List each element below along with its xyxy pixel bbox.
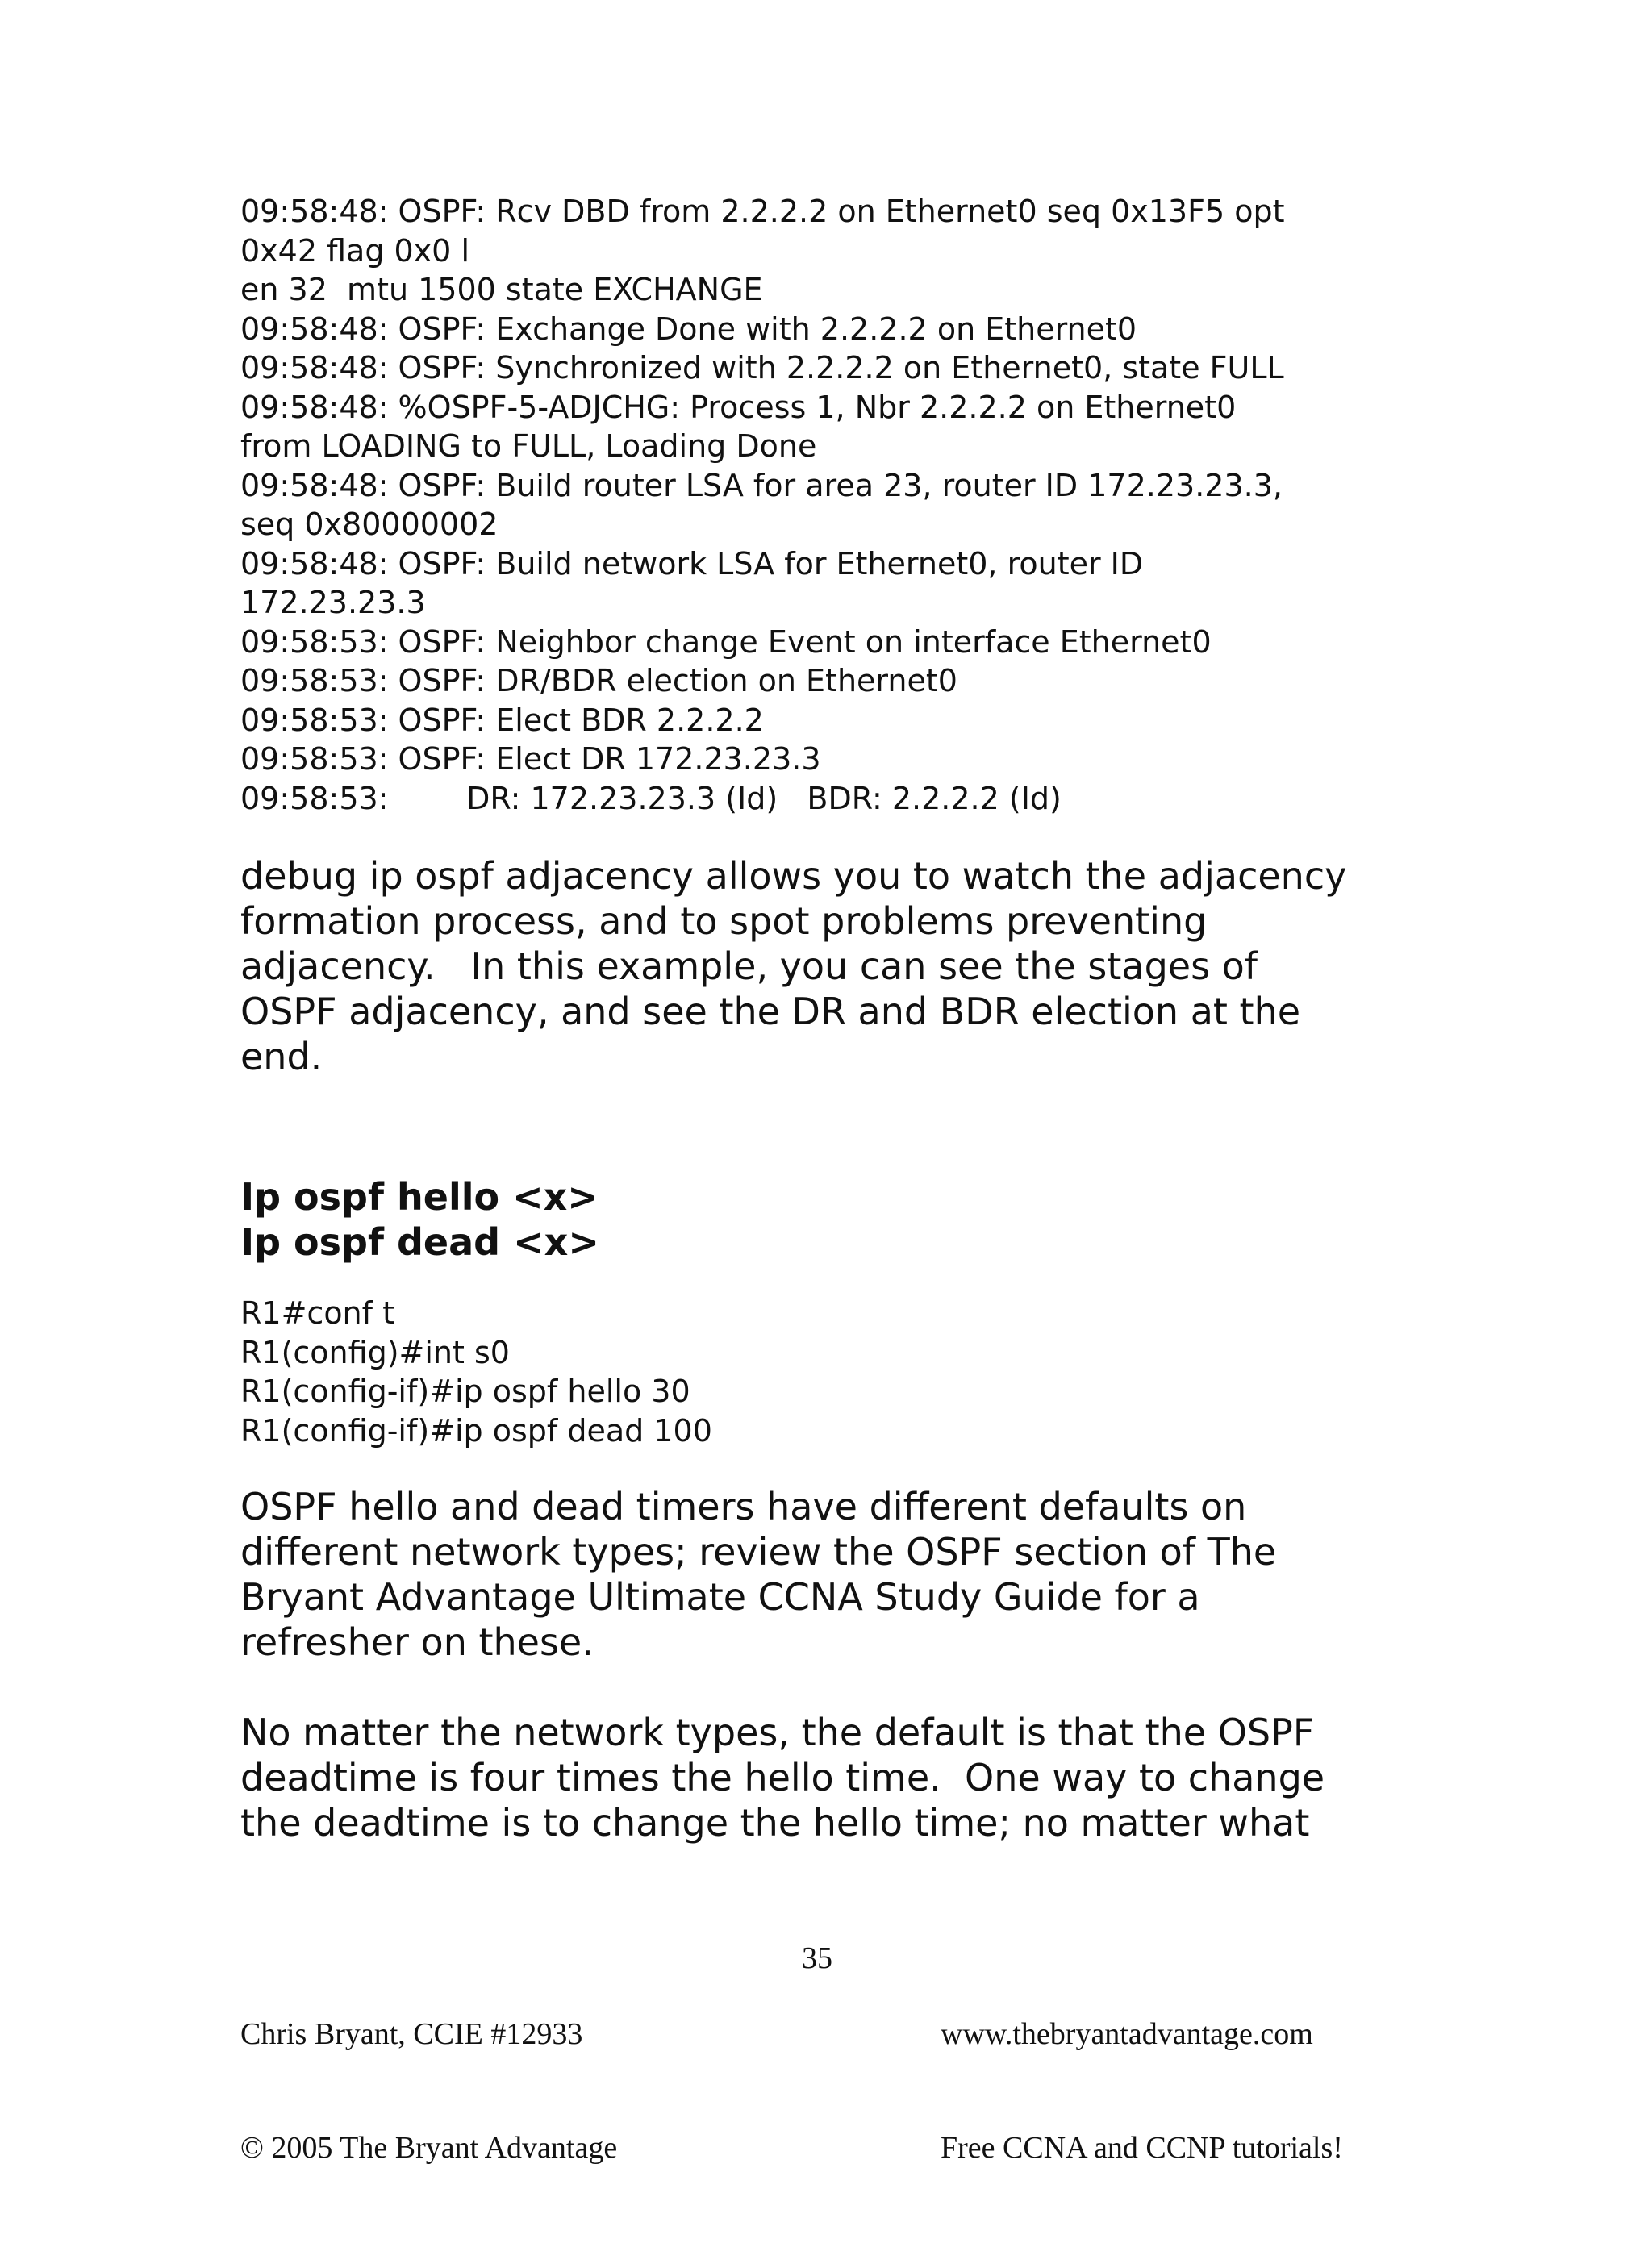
spacer xyxy=(240,818,1418,853)
log-line: 0x42 flag 0x0 l xyxy=(240,232,469,269)
paragraph-line: debug ip ospf adjacency allows you to watch the adjacency xyxy=(240,854,1347,898)
paragraph-line: OSPF adjacency, and see the DR and BDR election at the xyxy=(240,990,1301,1033)
heading-hello: Ip ospf hello <x> xyxy=(240,1175,599,1219)
log-line: 09:58:53: OSPF: Elect DR 172.23.23.3 xyxy=(240,741,821,777)
paragraph-timers-defaults xyxy=(240,1484,1418,1665)
log-line: en 32 mtu 1500 state EXCHANGE xyxy=(240,272,763,307)
footer-tagline: Free CCNA and CCNP tutorials! xyxy=(941,2131,1343,2165)
paragraph-line: deadtime is four times the hello time. One way to change xyxy=(240,1756,1325,1799)
log-line: 09:58:53: OSPF: Neighbor change Event on interface Ethernet0 xyxy=(240,623,1212,660)
paragraph-line: No matter the network types, the default is that the OSPF xyxy=(240,1711,1315,1754)
log-line: 09:58:48: OSPF: Exchange Done with 2.2.2.2 on Ethernet0 xyxy=(240,311,1137,347)
section-heading xyxy=(240,1174,1418,1265)
cli-line: R1(config-if)#ip ospf dead 100 xyxy=(240,1412,712,1449)
footer-copyright: © 2005 The Bryant Advantage xyxy=(240,2131,618,2165)
log-line: 172.23.23.3 xyxy=(240,585,426,620)
log-line: 09:58:48: OSPF: Synchronized with 2.2.2.2 on Ethernet0, state FULL xyxy=(240,350,1284,386)
cli-config-block xyxy=(240,1294,1418,1450)
spacer xyxy=(240,1450,1418,1484)
paragraph-line: OSPF hello and dead timers have different defaults on xyxy=(240,1485,1247,1528)
log-line: 09:58:48: OSPF: Build router LSA for area 23, router ID 172.23.23.3, xyxy=(240,467,1283,503)
cli-line: R1(config)#int s0 xyxy=(240,1334,510,1370)
log-line: 09:58:53: DR: 172.23.23.3 (Id) BDR: 2.2.2.2 (Id) xyxy=(240,780,1062,816)
paragraph-debug-adjacency xyxy=(240,853,1418,1079)
debug-log-output xyxy=(240,192,1418,818)
footer-author: Chris Bryant, CCIE #12933 xyxy=(240,2017,583,2051)
log-line: 09:58:48: OSPF: Build network LSA for Ethernet0, router ID xyxy=(240,545,1144,582)
page-content xyxy=(240,192,1418,1845)
page-footer xyxy=(240,1940,1418,2165)
cli-line: R1(config-if)#ip ospf hello 30 xyxy=(240,1374,690,1409)
log-line: 09:58:48: %OSPF-5-ADJCHG: Process 1, Nbr 2.2.2.2 on Ethernet0 xyxy=(240,389,1237,425)
paragraph-line: different network types; review the OSPF section of The xyxy=(240,1530,1277,1574)
paragraph-line: Bryant Advantage Ultimate CCNA Study Guide for a xyxy=(240,1575,1200,1619)
heading-dead: Ip ospf dead <x> xyxy=(240,1220,599,1264)
log-line: 09:58:53: OSPF: DR/BDR election on Ethernet0 xyxy=(240,663,957,698)
paragraph-deadtime xyxy=(240,1710,1418,1845)
footer-left xyxy=(240,1940,617,2243)
log-line: from LOADING to FULL, Loading Done xyxy=(240,428,817,464)
footer-right xyxy=(941,1940,1343,2243)
paragraph-line: formation process, and to spot problems preventing xyxy=(240,899,1208,943)
spacer xyxy=(240,1665,1418,1710)
cli-line: R1#conf t xyxy=(240,1295,395,1331)
paragraph-line: the deadtime is to change the hello time; no matter what xyxy=(240,1801,1310,1845)
page-number: 35 xyxy=(802,1941,832,1975)
paragraph-line: adjacency. In this example, you can see the stages of xyxy=(240,944,1258,988)
paragraph-line: end. xyxy=(240,1035,323,1078)
log-line: 09:58:48: OSPF: Rcv DBD from 2.2.2.2 on Ethernet0 seq 0x13F5 opt xyxy=(240,194,1285,229)
log-line: seq 0x80000002 xyxy=(240,507,499,542)
paragraph-line: refresher on these. xyxy=(240,1620,594,1664)
footer-website: www.thebryantadvantage.com xyxy=(941,2017,1313,2051)
log-line: 09:58:53: OSPF: Elect BDR 2.2.2.2 xyxy=(240,702,764,738)
spacer xyxy=(240,1079,1418,1174)
spacer xyxy=(240,1265,1418,1294)
